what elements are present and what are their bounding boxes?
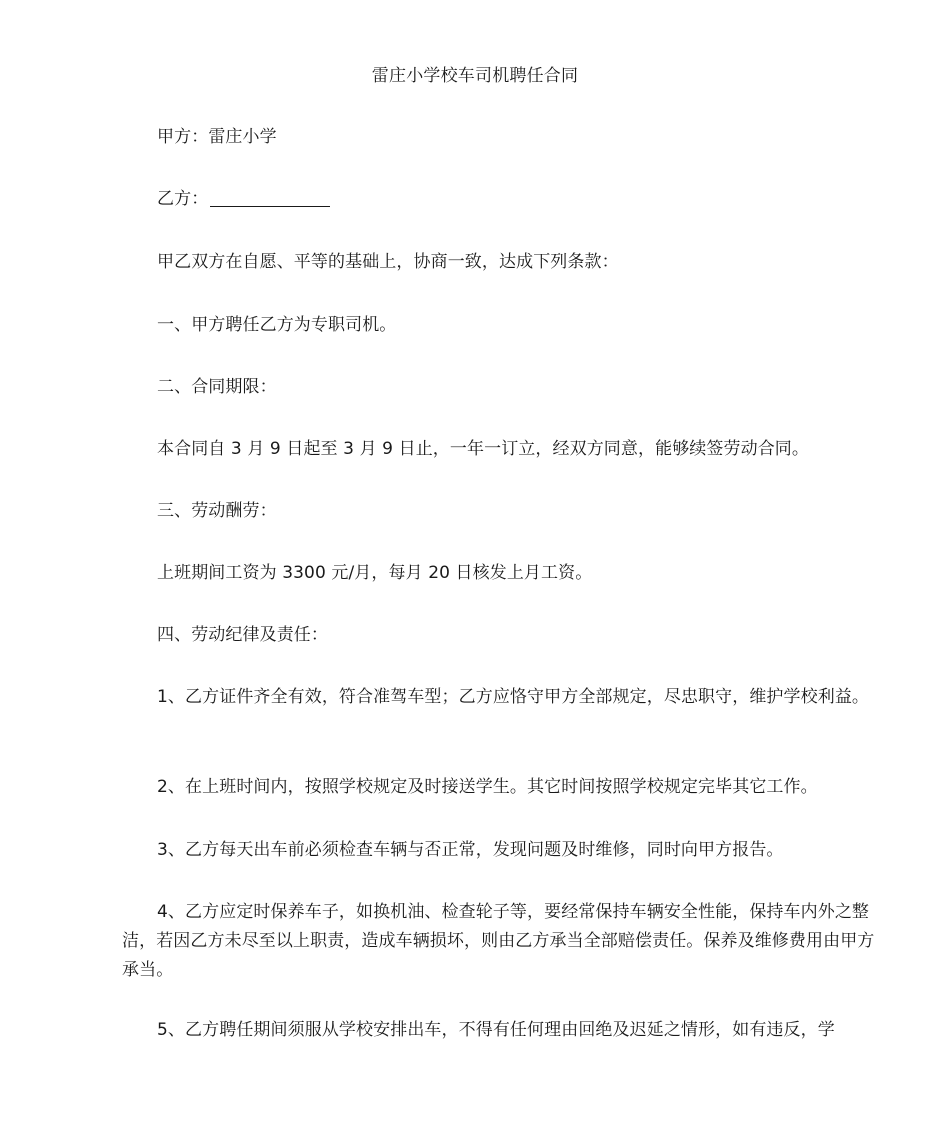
party-a-line [122,123,890,152]
clause-4-heading: 四、劳动纪律及责任： [157,625,328,645]
clause-4-item-1: 1、乙方证件齐全有效，符合准驾车型；乙方应恪守甲方全部规定，尽忠职守，维护学校利益。 [157,687,870,707]
party-b-blank [210,188,330,207]
clause-4-item-4: 4、乙方应定时保养车子，如换机油、检查轮子等，要经常保持车辆安全性能，保持车内外之整洁，若因乙方未尽至以上职责，造成车辆损坏，则由乙方承当全部赔偿责任。保养及维修费用由甲方承当。 [122,902,875,980]
party-a-value: 雷庄小学 [208,127,277,147]
party-b-line [122,185,890,214]
clause-3-text: 上班期间工资为 3300 元/月，每月 20 日核发上月工资。 [157,563,593,583]
clause-2-text: 本合同自 3 月 9 日起至 3 月 9 日止，一年一订立，经双方同意，能够续签劳动合同。 [157,439,809,459]
clause-1: 一、甲方聘任乙方为专职司机。 [157,315,397,335]
clause-2-heading: 二、合同期限： [157,377,277,397]
document-title: 雷庄小学校车司机聘任合同 [371,66,579,86]
clause-3-heading: 三、劳动酬劳： [157,501,277,521]
party-a-label: 甲方： [157,127,209,147]
clause-4-item-5: 5、乙方聘任期间须服从学校安排出车，不得有任何理由回绝及迟延之情形，如有违反，学 [157,1020,835,1040]
clause-4-item-2: 2、在上班时间内，按照学校规定及时接送学生。其它时间按照学校规定完毕其它工作。 [157,777,818,797]
clause-4-item-3: 3、乙方每天出车前必须检查车辆与否正常，发现问题及时维修，同时向甲方报告。 [157,840,784,860]
intro-paragraph: 甲乙双方在自愿、平等的基础上，协商一致，达成下列条款： [157,252,619,272]
party-b-label: 乙方： [157,189,209,209]
